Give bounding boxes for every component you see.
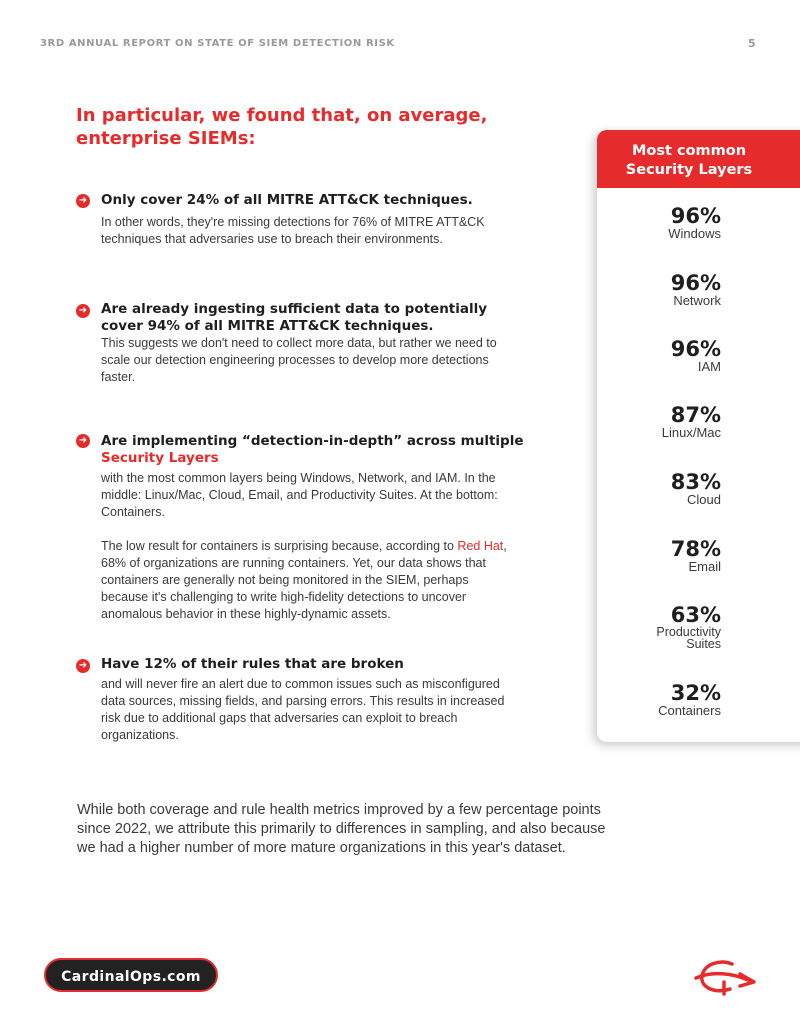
finding-body: and will never fire an alert due to common issues such as misconfigured data sources, missing fields, and parsing errors. This results in increased risk due to additional gaps that adversaries can exploit to breach organizations. (101, 677, 505, 742)
stat-linux-mac (662, 404, 721, 439)
finding-bullet-4 (76, 655, 536, 745)
stat-value: 87% (670, 403, 721, 427)
arrow-right-icon: ➜ (76, 659, 90, 673)
finding-title: Are already ingesting sufficient data to potentially cover 94% of all MITRE ATT&CK techniques. (101, 301, 488, 334)
finding-body (101, 470, 516, 640)
stat-value: 96% (670, 271, 721, 295)
section-heading: In particular, we found that, on average, enterprise SIEMs: (76, 105, 488, 149)
finding-bullet-1 (76, 190, 536, 250)
stat-value: 32% (670, 681, 721, 705)
stat-label: Productivity Suites (656, 625, 721, 651)
stat-containers (658, 682, 721, 717)
finding-title: Only cover 24% of all MITRE ATT&CK techniques. (101, 192, 473, 208)
stat-cloud (671, 471, 721, 506)
cardinalops-logo-icon (694, 956, 756, 996)
stat-label: IAM (697, 359, 721, 374)
stat-label: Network (673, 293, 721, 308)
stat-value: 63% (670, 603, 721, 627)
finding-title (101, 433, 541, 467)
stat-email (671, 538, 721, 573)
arrow-right-icon: ➜ (76, 304, 90, 318)
text-fragment: , 68% of organizations are running containers. Yet, our data shows that containers are generally not being monitored in the SIEM, perhaps because it's challenging to write high-fidelity detections to uncover anomalous behavior in these highly-dynamic assets. (101, 539, 507, 621)
stat-value: 96% (670, 337, 721, 361)
arrow-right-icon: ➜ (76, 434, 90, 448)
finding-body-paragraph: with the most common layers being Windows, Network, and IAM. In the middle: Linux/Mac, Cloud, Email, and Productivity Suites. At the bottom: Containers. (101, 471, 498, 519)
stat-value: 78% (670, 537, 721, 561)
page-number: 5 (748, 37, 756, 50)
stat-iam (671, 338, 721, 373)
text-fragment: The low result for containers is surprising because, according to (101, 539, 458, 553)
security-layers-panel (597, 130, 800, 742)
security-layers-highlight: Security Layers (101, 450, 219, 466)
stat-network (671, 272, 721, 307)
finding-body: In other words, they're missing detections for 76% of MITRE ATT&CK techniques that adversaries use to breach their environments. (101, 215, 485, 246)
stat-label: Containers (658, 703, 721, 718)
report-title: 3RD ANNUAL REPORT ON STATE OF SIEM DETECTION RISK (40, 38, 395, 49)
finding-body-paragraph (101, 538, 516, 623)
stat-label: Windows (668, 226, 721, 241)
stat-label: Linux/Mac (661, 425, 721, 440)
stat-productivity-suites (641, 604, 721, 650)
stat-label: Email (688, 559, 721, 574)
site-link-button[interactable]: CardinalOps.com (44, 958, 218, 992)
finding-title: Have 12% of their rules that are broken (101, 656, 404, 672)
stat-value: 83% (670, 470, 721, 494)
finding-bullet-2 (76, 300, 536, 390)
stat-windows (668, 205, 721, 240)
stat-value: 96% (670, 204, 721, 228)
arrow-right-icon: ➜ (76, 194, 90, 208)
panel-title: Most common Security Layers (625, 143, 753, 178)
finding-bullet-3 (76, 430, 546, 620)
stat-label: Cloud (687, 492, 721, 507)
panel-header (597, 130, 800, 188)
summary-paragraph: While both coverage and rule health metrics improved by a few percentage points since 2022, we attribute this primarily to differences in sampling, and also because we had a higher number of more mature organizations in this year's dataset. (77, 802, 606, 856)
finding-title-text: Are implementing “detection-in-depth” across multiple (101, 433, 524, 449)
finding-body: This suggests we don't need to collect more data, but rather we need to scale our detection engineering processes to develop more detections faster. (101, 336, 497, 384)
red-hat-link[interactable]: Red Hat (457, 539, 504, 553)
